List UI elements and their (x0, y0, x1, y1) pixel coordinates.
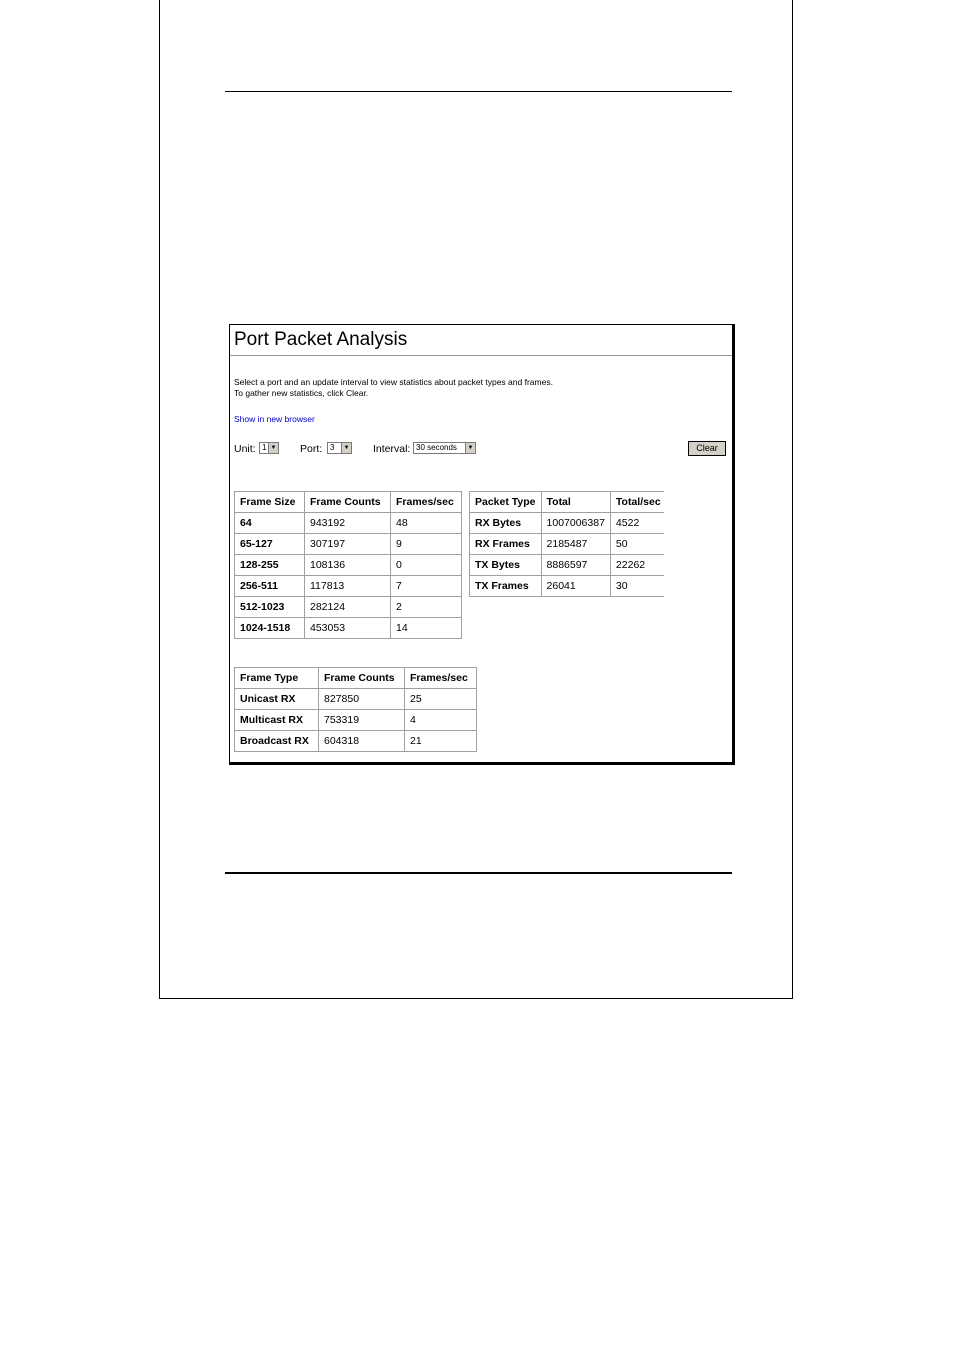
footer-rule (225, 872, 732, 874)
table-row (470, 555, 665, 576)
table-row (235, 555, 462, 576)
show-in-new-browser-link[interactable]: Show in new browser (234, 414, 315, 424)
row-label: Broadcast RX (235, 731, 319, 752)
description-line-2: To gather new statistics, click Clear. (234, 388, 369, 398)
description (234, 377, 553, 399)
table-row (470, 534, 665, 555)
interval-select-value: 30 seconds (416, 443, 457, 452)
table-row (235, 576, 462, 597)
row-label: 65-127 (235, 534, 305, 555)
table-cell: 0 (391, 555, 462, 576)
clear-button[interactable]: Clear (688, 441, 726, 456)
table-cell: 282124 (305, 597, 391, 618)
packet-type-table-viewport (469, 491, 664, 603)
row-label: RX Frames (470, 534, 542, 555)
column-header: Frame Counts (319, 668, 405, 689)
unit-select[interactable] (259, 442, 279, 454)
frame-size-table (234, 491, 462, 639)
row-label: Unicast RX (235, 689, 319, 710)
table-cell: 7 (391, 576, 462, 597)
column-header: Total (541, 492, 610, 513)
chevron-down-icon: ▼ (268, 443, 278, 453)
column-header: Frames/sec (405, 668, 477, 689)
row-label: TX Bytes (470, 555, 542, 576)
port-label: Port: (300, 443, 323, 455)
table-header-row (470, 492, 665, 513)
table-cell: 943192 (305, 513, 391, 534)
table-cell: 2 (391, 597, 462, 618)
table-row (470, 576, 665, 597)
table-cell: 25 (405, 689, 477, 710)
table-cell: 753319 (319, 710, 405, 731)
table-cell: 14 (391, 618, 462, 639)
table-row (235, 689, 477, 710)
table-cell: 1007006387 (541, 513, 610, 534)
table-cell: 604318 (319, 731, 405, 752)
title-divider (230, 355, 732, 356)
table-row (235, 513, 462, 534)
table-row (470, 513, 665, 534)
table-cell: 21 (405, 731, 477, 752)
table-row (235, 597, 462, 618)
port-packet-analysis-window (229, 324, 735, 765)
table-row (235, 731, 477, 752)
port-select[interactable] (327, 442, 352, 454)
header-rule (225, 91, 732, 92)
table-cell: 307197 (305, 534, 391, 555)
table-cell: 4 (405, 710, 477, 731)
interval-label: Interval: (373, 443, 411, 455)
table-cell: 48 (391, 513, 462, 534)
column-header: Frame Type (235, 668, 319, 689)
row-label: 512-1023 (235, 597, 305, 618)
row-label: Multicast RX (235, 710, 319, 731)
description-line-1: Select a port and an update interval to view statistics about packet types and frames. (234, 377, 553, 387)
port-select-value: 3 (330, 443, 335, 452)
row-label: RX Bytes (470, 513, 542, 534)
chevron-down-icon: ▼ (465, 443, 475, 453)
table-row (235, 710, 477, 731)
table-cell: 2185487 (541, 534, 610, 555)
table-header-row (235, 492, 462, 513)
table-header-row (235, 668, 477, 689)
page-title: Port Packet Analysis (234, 329, 408, 350)
row-label: 128-255 (235, 555, 305, 576)
frame-type-table (234, 667, 477, 752)
row-label: TX Frames (470, 576, 542, 597)
table-cell: 30 (610, 576, 664, 597)
row-label: 256-511 (235, 576, 305, 597)
table-cell: 9 (391, 534, 462, 555)
table-cell: 26041 (541, 576, 610, 597)
column-header: Packet Type (470, 492, 542, 513)
table-cell: 4522 (610, 513, 664, 534)
column-header: Frames/sec (391, 492, 462, 513)
table-cell: 827850 (319, 689, 405, 710)
unit-label: Unit: (234, 443, 256, 455)
packet-type-table (469, 491, 664, 597)
table-row (235, 618, 462, 639)
table-cell: 50 (610, 534, 664, 555)
table-cell: 8886597 (541, 555, 610, 576)
column-header: Frame Counts (305, 492, 391, 513)
table-cell: 117813 (305, 576, 391, 597)
chevron-down-icon: ▼ (341, 443, 351, 453)
table-cell: 453053 (305, 618, 391, 639)
table-row (235, 534, 462, 555)
table-cell: 108136 (305, 555, 391, 576)
row-label: 64 (235, 513, 305, 534)
unit-select-value: 1 (262, 443, 267, 452)
table-cell: 22262 (610, 555, 664, 576)
column-header: Frame Size (235, 492, 305, 513)
row-label: 1024-1518 (235, 618, 305, 639)
interval-select[interactable] (413, 442, 476, 454)
column-header: Total/sec (610, 492, 664, 513)
